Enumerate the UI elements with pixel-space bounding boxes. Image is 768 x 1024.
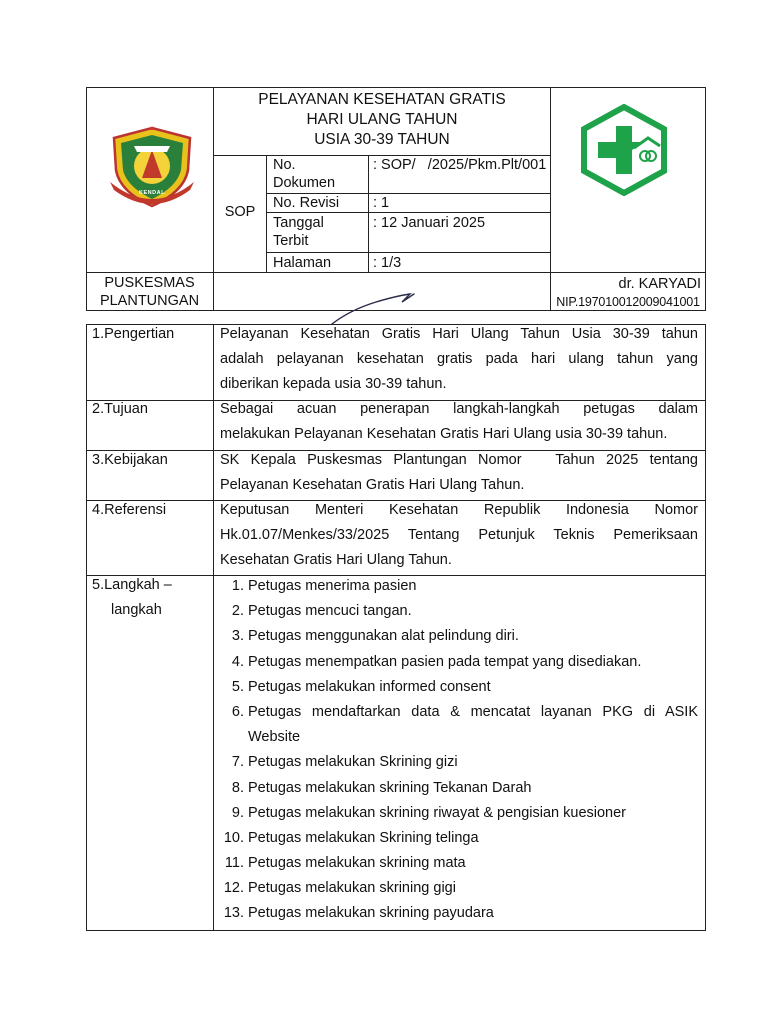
meta-label-page: Halaman	[273, 255, 332, 271]
step-number: 13.	[223, 905, 244, 922]
header-divider	[266, 212, 550, 213]
step-text: Petugas melakukan skrining Tekanan Darah	[248, 779, 532, 796]
step-text: Petugas melakukan Skrining gizi	[248, 754, 458, 771]
list-item	[214, 650, 704, 675]
step-text: Petugas melakukan Skrining telinga	[248, 829, 479, 846]
list-item	[214, 574, 704, 599]
section-label-policy: 3.Kebijakan	[92, 452, 168, 468]
list-item	[214, 700, 704, 750]
step-text: Petugas menggunakan alat pelindung diri.	[248, 628, 519, 645]
label-line: 5.Langkah –	[92, 577, 172, 593]
title-line: PELAYANAN KESEHATAN GRATIS	[258, 91, 506, 108]
step-number: 11.	[224, 855, 244, 872]
meta-value-page: : 1/3	[373, 255, 402, 271]
meta-value-date: : 12 Januari 2025	[373, 215, 486, 231]
list-item	[214, 876, 704, 901]
step-number: 3.	[231, 628, 244, 645]
step-number: 7.	[231, 754, 244, 771]
text-line: melakukan Pelayanan Kesehatan Gratis Hari Ulang usia 30-39 tahun.	[220, 426, 668, 442]
org-line: PLANTUNGAN	[99, 293, 200, 309]
step-number: 5.	[231, 678, 244, 695]
step-number: 10.	[223, 829, 244, 846]
header-divider	[266, 155, 267, 272]
meta-label-line: Tanggal	[273, 215, 324, 231]
section-text-purpose	[220, 397, 698, 447]
organization-name	[86, 274, 213, 310]
list-item	[214, 599, 704, 624]
list-item	[214, 826, 704, 851]
text-line: Pelayanan Kesehatan Gratis Hari Ulang Tahun Usia 30-39 tahun	[220, 326, 698, 342]
step-number: 12.	[223, 880, 244, 897]
section-label-steps	[92, 573, 207, 623]
step-text: Petugas melakukan skrining payudara	[248, 905, 494, 922]
step-text: Petugas melakukan skrining mata	[248, 855, 466, 872]
step-number: 2.	[231, 603, 244, 620]
signer-name: dr. KARYADI	[618, 276, 701, 292]
signer-nip: NIP.197010012009041001	[556, 295, 700, 309]
text-line: SK Kepala Puskesmas Plantungan Nomor Tahun 2025 tentang	[220, 452, 698, 468]
title-line: USIA 30-39 TAHUN	[314, 131, 450, 148]
step-number: 8.	[231, 779, 244, 796]
text-line: Pelayanan Kesehatan Gratis Hari Ulang Tahun.	[220, 477, 525, 493]
step-text: Petugas menerima pasien	[248, 578, 417, 594]
meta-value-doc-no: : SOP/ /2025/Pkm.Plt/001	[373, 157, 547, 173]
list-item	[214, 776, 704, 801]
section-label-purpose: 2.Tujuan	[92, 401, 148, 417]
text-line: Kesehatan Gratis Hari Ulang Tahun.	[220, 552, 452, 568]
section-text-definition	[220, 322, 698, 397]
step-text: Petugas melakukan skrining gigi	[248, 880, 456, 897]
header-divider	[86, 272, 706, 273]
list-item	[214, 624, 704, 649]
text-line: diberikan kepada usia 30-39 tahun.	[220, 376, 447, 392]
step-number: 4.	[231, 653, 244, 670]
header-divider	[368, 155, 369, 272]
meta-label-doc-no	[273, 156, 335, 192]
puskesmas-logo	[576, 104, 672, 196]
header-divider	[266, 252, 550, 253]
sop-label: SOP	[224, 204, 256, 220]
step-number: 6.	[231, 703, 244, 720]
text-line: Keputusan Menteri Kesehatan Republik Indonesia Nomor	[220, 502, 698, 518]
section-text-policy	[220, 448, 698, 498]
text-line: Sebagai acuan penerapan langkah-langkah petugas dalam	[220, 401, 698, 417]
meta-label-line: No.	[273, 157, 296, 173]
emblem-caption: KENDAL	[139, 190, 165, 196]
step-text	[248, 700, 698, 750]
list-item	[214, 675, 704, 700]
text-line: adalah pelayanan kesehatan gratis pada hari ulang tahun yang	[220, 351, 698, 367]
list-item	[214, 901, 704, 926]
section-label-definition: 1.Pengertian	[92, 326, 175, 342]
step-text: Petugas mencuci tangan.	[248, 603, 412, 620]
meta-label-line: Dokumen	[273, 175, 336, 191]
list-item	[214, 750, 704, 775]
step-text: Petugas melakukan informed consent	[248, 678, 491, 695]
steps-list	[214, 574, 704, 927]
section-text-reference	[220, 498, 698, 573]
list-item	[214, 851, 704, 876]
meta-label-date	[273, 214, 324, 250]
text-line: Petugas mendaftarkan data & mencatat layanan PKG di ASIK	[248, 703, 698, 720]
list-item	[214, 801, 704, 826]
section-label-reference: 4.Referensi	[92, 502, 167, 518]
meta-label-line: Terbit	[273, 233, 309, 249]
step-text: Petugas menempatkan pasien pada tempat yang disediakan.	[248, 653, 642, 670]
step-number: 1.	[231, 578, 244, 594]
label-line: langkah	[111, 602, 162, 618]
step-number: 9.	[231, 804, 244, 821]
org-line: PUSKESMAS	[104, 275, 195, 291]
meta-label-revision: No. Revisi	[273, 195, 340, 211]
step-text: Petugas melakukan skrining riwayat & pengisian kuesioner	[248, 804, 627, 821]
title-line: HARI ULANG TAHUN	[306, 111, 458, 128]
text-line: Website	[248, 729, 301, 746]
text-line: Hk.01.07/Menkes/33/2025 Tentang Petunjuk Teknis Pemeriksaan	[220, 527, 698, 543]
regency-emblem-logo	[104, 126, 200, 210]
document-title	[214, 88, 550, 150]
meta-value-revision: : 1	[373, 195, 390, 211]
